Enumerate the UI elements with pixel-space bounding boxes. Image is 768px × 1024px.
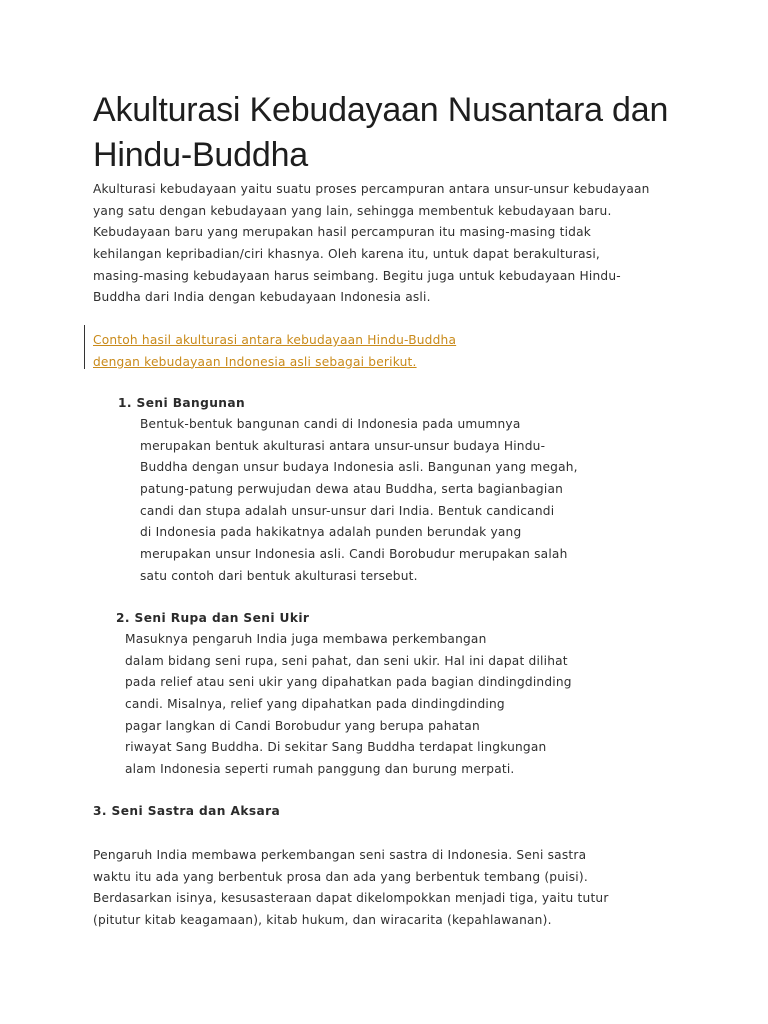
intro-line: Buddha dari India dengan kebudayaan Indonesia asli. bbox=[93, 290, 431, 305]
intro-line: kehilangan kepribadian/ciri khasnya. Oleh karena itu, untuk dapat berakulturasi, bbox=[93, 247, 600, 262]
intro-line: masing-masing kebudayaan harus seimbang. Begitu juga untuk kebudayaan Hindu- bbox=[93, 268, 621, 283]
section-line: riwayat Sang Buddha. Di sekitar Sang Buddha terdapat lingkungan bbox=[125, 740, 547, 755]
section-line: (pitutur kitab keagamaan), kitab hukum, dan wiracarita (kepahlawanan). bbox=[93, 913, 552, 928]
section-line: Bentuk-bentuk bangunan candi di Indonesia pada umumnya bbox=[140, 417, 521, 431]
text-cursor-bar bbox=[84, 325, 85, 369]
section-heading-seni-sastra: 3. Seni Sastra dan Aksara bbox=[93, 804, 281, 818]
example-link[interactable] bbox=[93, 330, 456, 373]
section-line: Buddha dengan unsur budaya Indonesia asli. Bangunan yang megah, bbox=[140, 460, 578, 475]
intro-paragraph bbox=[93, 179, 650, 309]
section-line: Masuknya pengaruh India juga membawa perkembangan bbox=[125, 632, 487, 646]
intro-line: Akulturasi kebudayaan yaitu suatu proses percampuran antara unsur-unsur kebudayaan bbox=[93, 182, 650, 196]
intro-line: Kebudayaan baru yang merupakan hasil percampuran itu masing-masing tidak bbox=[93, 225, 592, 240]
section-line: dalam bidang seni rupa, seni pahat, dan seni ukir. Hal ini dapat dilihat bbox=[125, 653, 568, 668]
section-line: pagar langkan di Candi Borobudur yang berupa pahatan bbox=[125, 718, 480, 733]
section-line: pada relief atau seni ukir yang dipahatkan pada bagian dindingdinding bbox=[125, 675, 572, 690]
section-line: alam Indonesia seperti rumah panggung dan burung merpati. bbox=[125, 762, 515, 777]
example-link-line[interactable]: dengan kebudayaan Indonesia asli sebagai berikut. bbox=[93, 354, 417, 369]
section-line: candi. Misalnya, relief yang dipahatkan pada dindingdinding bbox=[125, 697, 505, 712]
section-line: merupakan unsur Indonesia asli. Candi Borobudur merupakan salah bbox=[140, 547, 568, 562]
section-line: satu contoh dari bentuk akulturasi tersebut. bbox=[140, 568, 418, 583]
section-line: Berdasarkan isinya, kesusasteraan dapat dikelompokkan menjadi tiga, yaitu tutur bbox=[93, 891, 609, 906]
section-line: candi dan stupa adalah unsur-unsur dari India. Bentuk candicandi bbox=[140, 503, 555, 518]
section-line: di Indonesia pada hakikatnya adalah punden berundak yang bbox=[140, 525, 522, 540]
section-body-seni-sastra bbox=[93, 845, 609, 932]
section-line: patung-patung perwujudan dewa atau Buddha, serta bagianbagian bbox=[140, 482, 564, 497]
section-line: waktu itu ada yang berbentuk prosa dan ada yang berbentuk tembang (puisi). bbox=[93, 869, 588, 884]
section-line: Pengaruh India membawa perkembangan seni sastra di Indonesia. Seni sastra bbox=[93, 848, 587, 862]
section-body-seni-bangunan bbox=[140, 414, 578, 588]
section-heading-seni-bangunan: 1. Seni Bangunan bbox=[118, 396, 246, 410]
section-body-seni-rupa bbox=[125, 629, 572, 781]
section-line: merupakan bentuk akulturasi antara unsur-unsur budaya Hindu- bbox=[140, 438, 546, 453]
article-title: Akulturasi Kebudayaan Nusantara dan Hindu-Buddha bbox=[93, 91, 669, 174]
example-link-line[interactable]: Contoh hasil akulturasi antara kebudayaan Hindu-Buddha bbox=[93, 333, 457, 347]
section-heading-seni-rupa: 2. Seni Rupa dan Seni Ukir bbox=[116, 611, 310, 625]
intro-line: yang satu dengan kebudayaan yang lain, sehingga membentuk kebudayaan baru. bbox=[93, 203, 612, 218]
